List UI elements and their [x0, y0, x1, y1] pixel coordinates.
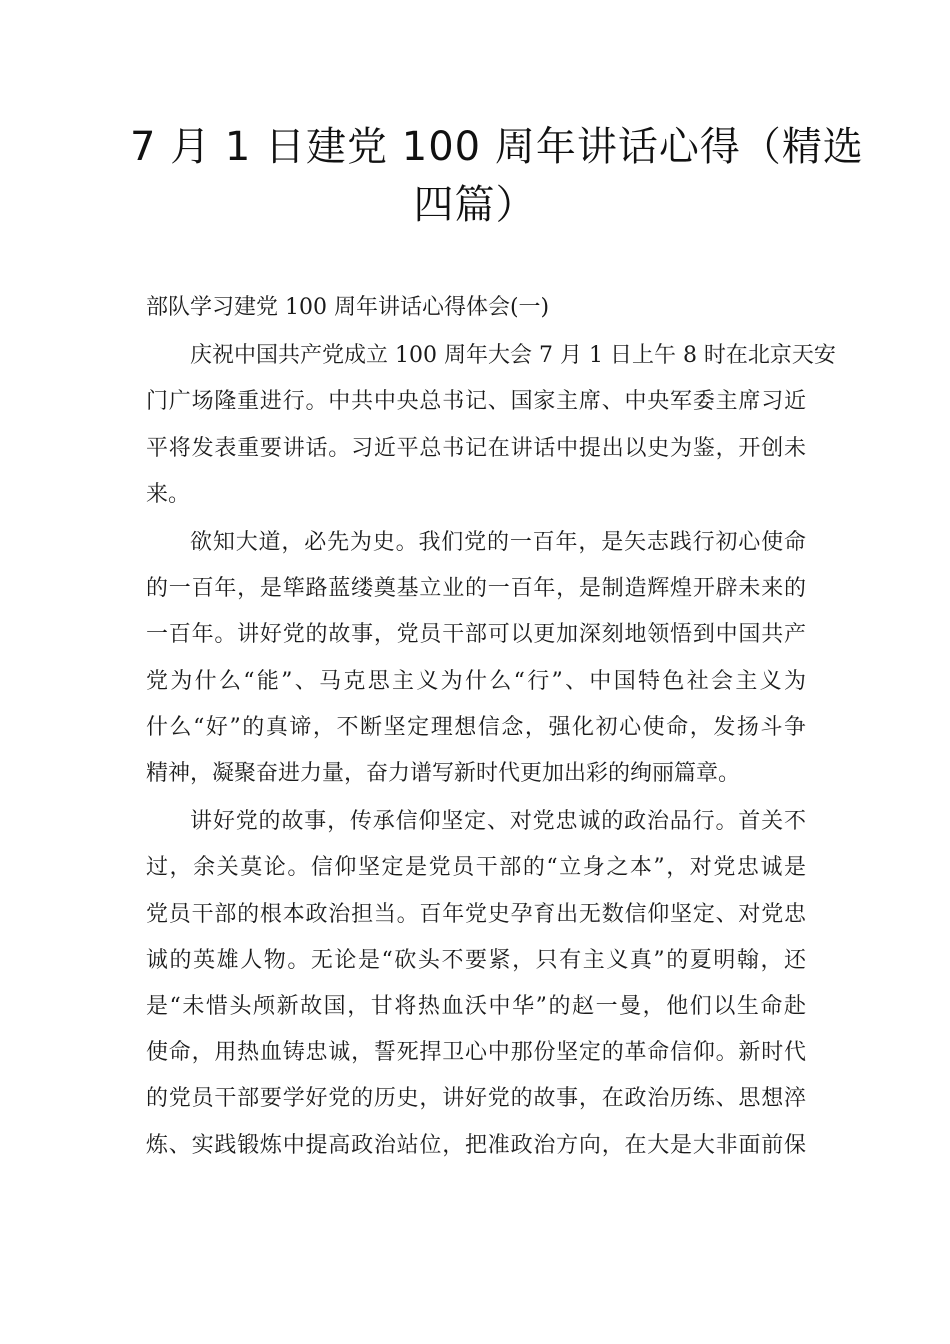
document-title: [130, 118, 864, 234]
paragraph-line: 使命，用热血铸忠诚，誓死捍卫心中那份坚定的革命信仰。新时代: [146, 1040, 806, 1066]
paragraph-1: [146, 333, 836, 518]
paragraph-line: 的党员干部要学好党的历史，讲好党的故事，在政治历练、思想淬: [146, 1086, 806, 1112]
paragraph-line: 精神，凝聚奋进力量，奋力谱写新时代更加出彩的绚丽篇章。: [146, 761, 741, 787]
paragraph-line: 庆祝中国共产党成立 100 周年大会 7 月 1 日上午 8 时在北京天安: [190, 343, 836, 369]
paragraph-2: [146, 520, 806, 797]
paragraph-line: 一百年。讲好党的故事，党员干部可以更加深刻地领悟到中国共产: [146, 622, 806, 648]
paragraph-line: 诚的英雄人物。无论是“砍头不要紧，只有主义真”的夏明翰，还: [146, 947, 806, 973]
paragraph-line: 过，余关莫论。信仰坚定是党员干部的“立身之本”，对党忠诚是: [146, 855, 806, 881]
document-body: [146, 285, 836, 1171]
paragraph-line: 讲好党的故事，传承信仰坚定、对党忠诚的政治品行。首关不: [190, 809, 806, 835]
section-heading: 部队学习建党 100 周年讲话心得体会(一): [146, 295, 550, 320]
paragraph-line: 平将发表重要讲话。习近平总书记在讲话中提出以史为鉴，开创未: [146, 435, 806, 461]
paragraph-line: 什么“好”的真谛，不断坚定理想信念，强化初心使命，发扬斗争: [146, 714, 806, 740]
paragraph-line: 党员干部的根本政治担当。百年党史孕育出无数信仰坚定、对党忠: [146, 901, 806, 927]
paragraph-line: 炼、实践锻炼中提高政治站位，把准政治方向，在大是大非面前保: [146, 1132, 806, 1158]
paragraph-3: [146, 799, 806, 1169]
paragraph-line: 门广场隆重进行。中共中央总书记、国家主席、中央军委主席习近: [146, 389, 806, 415]
title-line: 7 月 1 日建党 100 周年讲话心得（精选: [130, 124, 864, 170]
paragraph-line: 的一百年，是筚路蓝缕奠基立业的一百年，是制造辉煌开辟未来的: [146, 576, 806, 602]
paragraph-line: 党为什么“能”、马克思主义为什么“行”、中国特色社会主义为: [146, 668, 806, 694]
paragraph-line: 欲知大道，必先为史。我们党的一百年，是矢志践行初心使命: [190, 530, 806, 556]
paragraph-line: 来。: [146, 481, 191, 507]
paragraph-line: 是“未惜头颅新故国，甘将热血沃中华”的赵一曼，他们以生命赴: [146, 994, 806, 1020]
title-line: 四篇）: [413, 182, 537, 228]
